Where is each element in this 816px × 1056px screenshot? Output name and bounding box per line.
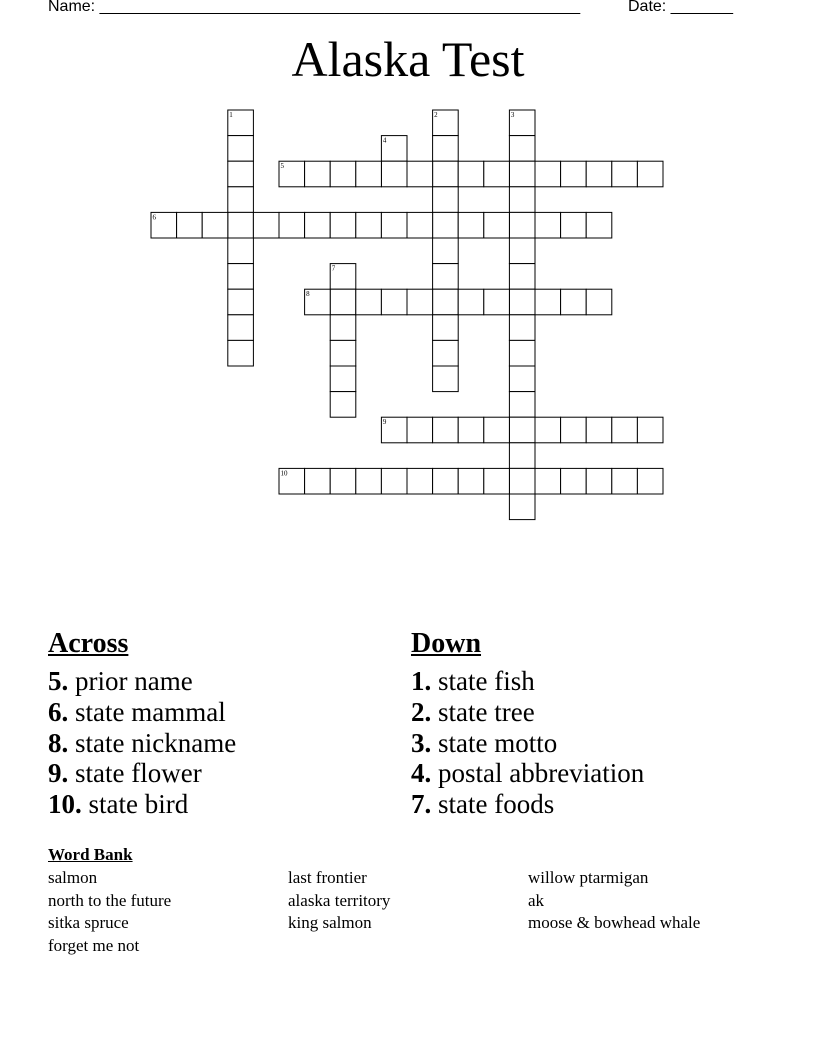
date-field-label: Date: _______ — [628, 0, 733, 15]
crossword-cell[interactable] — [535, 289, 561, 315]
clue-number: 5. — [48, 666, 69, 696]
word-bank-item: ak — [528, 890, 545, 910]
crossword-cell[interactable] — [561, 161, 587, 187]
clue-number: 6. — [48, 696, 69, 727]
down-clue — [411, 697, 644, 728]
down-clues — [411, 666, 644, 820]
crossword-cell[interactable] — [637, 468, 663, 494]
clue-number: 9. — [48, 758, 69, 789]
crossword-cell[interactable] — [330, 289, 356, 315]
crossword-cell[interactable] — [433, 468, 459, 494]
crossword-cell[interactable] — [228, 161, 254, 187]
crossword-cell[interactable] — [381, 468, 407, 494]
crossword-cell[interactable] — [458, 417, 484, 443]
word-bank-item: north to the future — [48, 890, 172, 910]
crossword-cell[interactable] — [330, 468, 356, 494]
crossword-cell[interactable] — [586, 212, 612, 238]
crossword-cell[interactable] — [433, 238, 459, 264]
cell-number: 3 — [510, 111, 515, 119]
clue-text: postal abbreviation — [438, 758, 645, 789]
crossword-cell[interactable] — [484, 289, 510, 315]
crossword-cell[interactable] — [535, 161, 561, 187]
clue-number: 3. — [411, 727, 432, 758]
cell-number: 9 — [382, 418, 387, 427]
crossword-cell[interactable] — [612, 417, 638, 443]
crossword-cell[interactable] — [433, 136, 459, 162]
word-bank-item: forget me not — [48, 936, 140, 956]
cell-number: 5 — [280, 162, 284, 171]
crossword-cell[interactable] — [509, 289, 535, 315]
crossword-cell[interactable] — [228, 187, 254, 213]
crossword-cell[interactable] — [561, 212, 587, 238]
name-field-label: Name: ______________________________________________________ — [48, 0, 581, 15]
crossword-cell[interactable] — [509, 366, 535, 392]
crossword-cell[interactable] — [433, 161, 459, 187]
crossword-cell[interactable] — [177, 212, 203, 238]
crossword-cell[interactable] — [381, 289, 407, 315]
across-heading: Across — [48, 628, 129, 659]
crossword-cell[interactable] — [407, 161, 433, 187]
crossword-cell[interactable] — [228, 289, 254, 315]
crossword-cell[interactable] — [381, 161, 407, 187]
crossword-cell[interactable] — [433, 417, 459, 443]
clue-number: 1. — [411, 666, 432, 696]
crossword-cell[interactable] — [433, 366, 459, 392]
across-clue — [48, 666, 236, 697]
across-clue — [48, 789, 236, 820]
word-bank-item: moose & bowhead whale — [528, 913, 701, 933]
crossword-cell[interactable] — [535, 468, 561, 494]
crossword-cell[interactable] — [356, 161, 382, 187]
crossword-cell[interactable] — [509, 340, 535, 366]
word-bank-column — [48, 867, 171, 958]
clue-text: state nickname — [75, 727, 237, 758]
clue-number: 7. — [411, 789, 432, 820]
crossword-cell[interactable] — [330, 212, 356, 238]
crossword-cell[interactable] — [458, 289, 484, 315]
crossword-cell[interactable] — [228, 264, 254, 290]
crossword-cell[interactable] — [305, 161, 331, 187]
cell-number: 4 — [382, 136, 387, 145]
crossword-cell[interactable] — [433, 187, 459, 213]
clue-number: 8. — [48, 727, 69, 758]
crossword-cell[interactable] — [279, 212, 305, 238]
crossword-cell[interactable] — [330, 340, 356, 366]
crossword-cell[interactable] — [407, 212, 433, 238]
crossword-cell[interactable] — [586, 289, 612, 315]
word-bank-column — [288, 867, 390, 935]
cell-number: 6 — [152, 213, 156, 222]
clue-text: state tree — [438, 696, 535, 727]
crossword-cell[interactable] — [458, 468, 484, 494]
crossword-cell[interactable] — [305, 468, 331, 494]
crossword-cell[interactable] — [356, 289, 382, 315]
crossword-cell[interactable] — [433, 264, 459, 290]
down-clue — [411, 789, 644, 820]
crossword-cell[interactable] — [484, 161, 510, 187]
crossword-cell[interactable] — [509, 136, 535, 162]
crossword-cell[interactable] — [637, 161, 663, 187]
word-bank-item: king salmon — [288, 913, 372, 933]
crossword-cell[interactable] — [509, 212, 535, 238]
clue-number: 2. — [411, 696, 432, 727]
crossword-cell[interactable] — [305, 212, 331, 238]
clue-text: state fish — [438, 666, 535, 696]
across-clues — [48, 666, 236, 820]
word-bank-column — [528, 867, 700, 935]
clue-text: prior name — [75, 666, 193, 696]
down-clue — [411, 758, 644, 789]
down-clue — [411, 728, 644, 759]
word-bank-item: sitka spruce — [48, 913, 129, 933]
crossword-cell[interactable] — [228, 340, 254, 366]
crossword-cell[interactable] — [509, 187, 535, 213]
crossword-cell[interactable] — [509, 238, 535, 264]
crossword-cell[interactable] — [330, 392, 356, 418]
crossword-cell[interactable] — [356, 468, 382, 494]
clue-text: state motto — [438, 727, 558, 758]
clue-text: state mammal — [75, 696, 226, 727]
word-bank-item: alaska territory — [288, 890, 391, 910]
crossword-cell[interactable] — [202, 212, 228, 238]
cell-number: 2 — [434, 111, 438, 119]
crossword-cell[interactable] — [509, 468, 535, 494]
crossword-cell[interactable] — [228, 238, 254, 264]
crossword-cell[interactable] — [561, 289, 587, 315]
across-clue — [48, 758, 236, 789]
crossword-cell[interactable] — [381, 212, 407, 238]
cell-number: 8 — [306, 290, 310, 299]
crossword-cell[interactable] — [586, 417, 612, 443]
crossword-cell[interactable] — [330, 161, 356, 187]
word-bank-item: willow ptarmigan — [528, 868, 649, 887]
crossword-cell[interactable] — [458, 212, 484, 238]
crossword-cell[interactable] — [535, 212, 561, 238]
crossword-cell[interactable] — [509, 494, 535, 520]
crossword-cell[interactable] — [561, 468, 587, 494]
crossword-cell[interactable] — [509, 392, 535, 418]
crossword-cell[interactable] — [484, 468, 510, 494]
crossword-cell[interactable] — [484, 212, 510, 238]
crossword-cell[interactable] — [433, 212, 459, 238]
crossword-cell[interactable] — [433, 315, 459, 341]
clue-text: state foods — [438, 789, 555, 820]
crossword-cell[interactable] — [561, 417, 587, 443]
crossword-cell[interactable] — [228, 136, 254, 162]
crossword-cell[interactable] — [407, 417, 433, 443]
cell-number: 1 — [229, 111, 233, 119]
crossword-cell[interactable] — [637, 417, 663, 443]
across-clue — [48, 697, 236, 728]
crossword-cell[interactable] — [228, 212, 254, 238]
clue-number: 10. — [48, 789, 82, 820]
crossword-cell[interactable] — [407, 289, 433, 315]
word-bank-title: Word Bank — [48, 845, 133, 864]
crossword-cell[interactable] — [612, 161, 638, 187]
crossword-cell[interactable] — [330, 366, 356, 392]
crossword-cell[interactable] — [509, 443, 535, 469]
across-clue — [48, 728, 236, 759]
crossword-cell[interactable] — [253, 212, 279, 238]
crossword-cell[interactable] — [509, 161, 535, 187]
crossword-cell[interactable] — [433, 340, 459, 366]
crossword-cell[interactable] — [509, 417, 535, 443]
word-bank-item: salmon — [48, 868, 98, 887]
crossword-cell[interactable] — [458, 161, 484, 187]
cell-number: 10 — [280, 469, 288, 478]
crossword-cell[interactable] — [509, 264, 535, 290]
crossword-cell[interactable] — [484, 417, 510, 443]
crossword-cell[interactable] — [586, 161, 612, 187]
clue-text: state flower — [75, 758, 202, 789]
crossword-cell[interactable] — [433, 289, 459, 315]
crossword-cell[interactable] — [228, 315, 254, 341]
crossword-cell[interactable] — [612, 468, 638, 494]
down-heading: Down — [411, 628, 482, 659]
down-clue — [411, 666, 644, 697]
page-title: Alaska Test — [291, 31, 525, 87]
cell-number: 7 — [331, 264, 336, 273]
crossword-cell[interactable] — [509, 315, 535, 341]
crossword-cell[interactable] — [330, 315, 356, 341]
crossword-cell[interactable] — [407, 468, 433, 494]
clue-text: state bird — [88, 789, 189, 820]
clue-number: 4. — [411, 758, 432, 789]
crossword-cell[interactable] — [356, 212, 382, 238]
crossword-cell[interactable] — [535, 417, 561, 443]
word-bank-item: last frontier — [288, 868, 367, 887]
crossword-cell[interactable] — [586, 468, 612, 494]
